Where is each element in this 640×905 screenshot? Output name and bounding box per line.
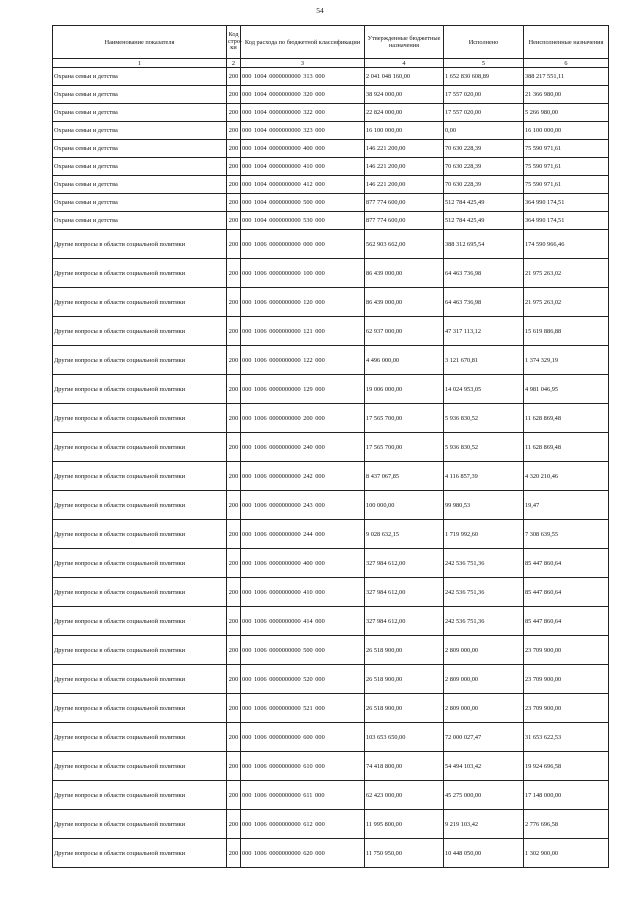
table-row	[53, 636, 609, 665]
row-budget-code: 000 1006 0000000000 240 000	[241, 433, 365, 462]
row-unexecuted-amount: 7 308 639,55	[524, 520, 609, 549]
row-line-code: 200	[227, 839, 241, 868]
row-name: Другие вопросы в области социальной политики	[53, 317, 227, 346]
row-approved-amount: 86 439 000,00	[365, 288, 444, 317]
row-executed-amount: 2 809 000,00	[444, 694, 524, 723]
row-approved-amount: 62 423 000,00	[365, 781, 444, 810]
row-name: Охрана семьи и детства	[53, 140, 227, 158]
row-unexecuted-amount: 21 975 263,02	[524, 288, 609, 317]
row-line-code: 200	[227, 520, 241, 549]
row-approved-amount: 16 100 000,00	[365, 122, 444, 140]
row-budget-code: 000 1006 0000000000 520 000	[241, 665, 365, 694]
page-number: 54	[316, 6, 324, 15]
row-budget-code: 000 1006 0000000000 200 000	[241, 404, 365, 433]
row-name: Охрана семьи и детства	[53, 176, 227, 194]
table-row	[53, 752, 609, 781]
table-row	[53, 375, 609, 404]
row-name: Другие вопросы в области социальной политики	[53, 636, 227, 665]
row-budget-code: 000 1006 0000000000 120 000	[241, 288, 365, 317]
column-header-line-code: Код стро-ки	[227, 26, 241, 59]
column-header-unexecuted: Неисполненные назначения	[524, 26, 609, 59]
row-approved-amount: 4 496 000,00	[365, 346, 444, 375]
row-unexecuted-amount: 75 590 971,61	[524, 158, 609, 176]
row-line-code: 200	[227, 752, 241, 781]
row-executed-amount: 2 809 000,00	[444, 636, 524, 665]
row-unexecuted-amount: 31 653 622,53	[524, 723, 609, 752]
row-name: Другие вопросы в области социальной политики	[53, 781, 227, 810]
row-budget-code: 000 1006 0000000000 600 000	[241, 723, 365, 752]
row-executed-amount: 64 463 736,98	[444, 288, 524, 317]
row-name: Другие вопросы в области социальной политики	[53, 404, 227, 433]
table-row	[53, 462, 609, 491]
row-line-code: 200	[227, 194, 241, 212]
row-approved-amount: 26 518 900,00	[365, 665, 444, 694]
table-row	[53, 665, 609, 694]
table-row	[53, 839, 609, 868]
table-row	[53, 86, 609, 104]
row-executed-amount: 1 719 992,60	[444, 520, 524, 549]
row-executed-amount: 70 630 228,39	[444, 176, 524, 194]
row-executed-amount: 17 557 020,00	[444, 104, 524, 122]
column-number: 3	[241, 59, 365, 68]
table-body	[53, 68, 609, 868]
row-approved-amount: 100 000,00	[365, 491, 444, 520]
row-unexecuted-amount: 11 628 869,48	[524, 404, 609, 433]
row-line-code: 200	[227, 288, 241, 317]
row-budget-code: 000 1004 0000000000 530 000	[241, 212, 365, 230]
row-approved-amount: 2 041 048 160,00	[365, 68, 444, 86]
row-executed-amount: 242 536 751,36	[444, 578, 524, 607]
row-name: Другие вопросы в области социальной политики	[53, 839, 227, 868]
row-name: Другие вопросы в области социальной политики	[53, 259, 227, 288]
row-budget-code: 000 1006 0000000000 620 000	[241, 839, 365, 868]
row-executed-amount: 70 630 228,39	[444, 140, 524, 158]
row-executed-amount: 14 024 953,05	[444, 375, 524, 404]
row-executed-amount: 64 463 736,98	[444, 259, 524, 288]
row-unexecuted-amount: 364 990 174,51	[524, 212, 609, 230]
row-line-code: 200	[227, 259, 241, 288]
row-approved-amount: 17 565 700,00	[365, 433, 444, 462]
row-unexecuted-amount: 23 709 900,00	[524, 636, 609, 665]
row-unexecuted-amount: 16 100 000,00	[524, 122, 609, 140]
row-line-code: 200	[227, 230, 241, 259]
row-unexecuted-amount: 4 981 046,95	[524, 375, 609, 404]
row-budget-code: 000 1006 0000000000 610 000	[241, 752, 365, 781]
row-line-code: 200	[227, 404, 241, 433]
row-unexecuted-amount: 2 776 696,58	[524, 810, 609, 839]
table-row	[53, 810, 609, 839]
row-executed-amount: 10 448 050,00	[444, 839, 524, 868]
row-budget-code: 000 1004 0000000000 412 000	[241, 176, 365, 194]
table-row	[53, 491, 609, 520]
row-approved-amount: 327 984 612,00	[365, 578, 444, 607]
row-budget-code: 000 1006 0000000000 121 000	[241, 317, 365, 346]
row-approved-amount: 877 774 600,00	[365, 194, 444, 212]
row-name: Другие вопросы в области социальной политики	[53, 346, 227, 375]
row-unexecuted-amount: 75 590 971,61	[524, 176, 609, 194]
table-row	[53, 259, 609, 288]
row-budget-code: 000 1004 0000000000 400 000	[241, 140, 365, 158]
row-approved-amount: 26 518 900,00	[365, 694, 444, 723]
table-row	[53, 520, 609, 549]
row-name: Охрана семьи и детства	[53, 158, 227, 176]
column-number: 2	[227, 59, 241, 68]
row-name: Другие вопросы в области социальной политики	[53, 520, 227, 549]
row-budget-code: 000 1006 0000000000 400 000	[241, 549, 365, 578]
row-line-code: 200	[227, 375, 241, 404]
row-executed-amount: 242 536 751,36	[444, 607, 524, 636]
row-line-code: 200	[227, 781, 241, 810]
row-unexecuted-amount: 17 148 000,00	[524, 781, 609, 810]
row-budget-code: 000 1004 0000000000 410 000	[241, 158, 365, 176]
column-header-budget-code: Код расхода по бюджетной классификации	[241, 26, 365, 59]
row-name: Другие вопросы в области социальной политики	[53, 491, 227, 520]
row-name: Другие вопросы в области социальной политики	[53, 462, 227, 491]
row-unexecuted-amount: 19 924 696,58	[524, 752, 609, 781]
table-row	[53, 176, 609, 194]
row-executed-amount: 9 219 103,42	[444, 810, 524, 839]
row-name: Охрана семьи и детства	[53, 212, 227, 230]
row-budget-code: 000 1004 0000000000 322 000	[241, 104, 365, 122]
row-name: Другие вопросы в области социальной политики	[53, 723, 227, 752]
row-budget-code: 000 1006 0000000000 414 000	[241, 607, 365, 636]
row-name: Другие вопросы в области социальной политики	[53, 230, 227, 259]
row-executed-amount: 99 980,53	[444, 491, 524, 520]
row-executed-amount: 1 652 830 608,89	[444, 68, 524, 86]
row-line-code: 200	[227, 86, 241, 104]
row-budget-code: 000 1006 0000000000 410 000	[241, 578, 365, 607]
row-line-code: 200	[227, 723, 241, 752]
row-line-code: 200	[227, 694, 241, 723]
row-line-code: 200	[227, 462, 241, 491]
row-line-code: 200	[227, 176, 241, 194]
column-number: 5	[444, 59, 524, 68]
row-name: Другие вопросы в области социальной политики	[53, 694, 227, 723]
row-unexecuted-amount: 1 374 329,19	[524, 346, 609, 375]
table-row	[53, 194, 609, 212]
row-name: Другие вопросы в области социальной политики	[53, 810, 227, 839]
row-name: Другие вопросы в области социальной политики	[53, 549, 227, 578]
row-line-code: 200	[227, 491, 241, 520]
table-row	[53, 433, 609, 462]
row-unexecuted-amount: 388 217 551,11	[524, 68, 609, 86]
table-row	[53, 607, 609, 636]
header-row	[53, 26, 609, 59]
row-name: Другие вопросы в области социальной политики	[53, 375, 227, 404]
row-budget-code: 000 1006 0000000000 122 000	[241, 346, 365, 375]
column-header-executed: Исполнено	[444, 26, 524, 59]
table-row	[53, 104, 609, 122]
row-unexecuted-amount: 85 447 860,64	[524, 607, 609, 636]
row-budget-code: 000 1006 0000000000 612 000	[241, 810, 365, 839]
row-line-code: 200	[227, 810, 241, 839]
row-budget-code: 000 1006 0000000000 611 000	[241, 781, 365, 810]
row-name: Охрана семьи и детства	[53, 122, 227, 140]
table-row	[53, 68, 609, 86]
row-line-code: 200	[227, 212, 241, 230]
row-executed-amount: 242 536 751,36	[444, 549, 524, 578]
row-unexecuted-amount: 23 709 900,00	[524, 694, 609, 723]
table-row	[53, 288, 609, 317]
row-line-code: 200	[227, 636, 241, 665]
row-approved-amount: 8 437 067,85	[365, 462, 444, 491]
row-approved-amount: 327 984 612,00	[365, 549, 444, 578]
row-executed-amount: 70 630 228,39	[444, 158, 524, 176]
row-line-code: 200	[227, 346, 241, 375]
row-unexecuted-amount: 85 447 860,64	[524, 578, 609, 607]
row-approved-amount: 146 221 200,00	[365, 158, 444, 176]
row-approved-amount: 11 995 800,00	[365, 810, 444, 839]
row-budget-code: 000 1004 0000000000 323 000	[241, 122, 365, 140]
table-row	[53, 404, 609, 433]
row-executed-amount: 17 557 020,00	[444, 86, 524, 104]
row-budget-code: 000 1006 0000000000 521 000	[241, 694, 365, 723]
row-approved-amount: 74 418 800,00	[365, 752, 444, 781]
row-executed-amount: 512 784 425,49	[444, 194, 524, 212]
row-unexecuted-amount: 11 628 869,48	[524, 433, 609, 462]
row-budget-code: 000 1004 0000000000 313 000	[241, 68, 365, 86]
row-name: Охрана семьи и детства	[53, 194, 227, 212]
row-unexecuted-amount: 19,47	[524, 491, 609, 520]
table-row	[53, 230, 609, 259]
row-approved-amount: 9 028 632,15	[365, 520, 444, 549]
column-number: 1	[53, 59, 227, 68]
row-budget-code: 000 1006 0000000000 500 000	[241, 636, 365, 665]
row-executed-amount: 72 000 027,47	[444, 723, 524, 752]
row-approved-amount: 17 565 700,00	[365, 404, 444, 433]
row-budget-code: 000 1006 0000000000 244 000	[241, 520, 365, 549]
row-budget-code: 000 1006 0000000000 000 000	[241, 230, 365, 259]
row-unexecuted-amount: 1 302 900,00	[524, 839, 609, 868]
row-budget-code: 000 1004 0000000000 320 000	[241, 86, 365, 104]
table-row	[53, 346, 609, 375]
row-line-code: 200	[227, 158, 241, 176]
row-budget-code: 000 1004 0000000000 500 000	[241, 194, 365, 212]
row-executed-amount: 0,00	[444, 122, 524, 140]
row-unexecuted-amount: 5 266 980,00	[524, 104, 609, 122]
column-number: 4	[365, 59, 444, 68]
row-approved-amount: 19 006 000,00	[365, 375, 444, 404]
column-number-row	[53, 59, 609, 68]
table-row	[53, 578, 609, 607]
row-unexecuted-amount: 21 366 980,00	[524, 86, 609, 104]
row-approved-amount: 11 750 950,00	[365, 839, 444, 868]
row-executed-amount: 54 494 103,42	[444, 752, 524, 781]
table-row	[53, 549, 609, 578]
row-line-code: 200	[227, 68, 241, 86]
row-approved-amount: 562 903 662,00	[365, 230, 444, 259]
row-unexecuted-amount: 21 975 263,02	[524, 259, 609, 288]
row-executed-amount: 47 317 113,12	[444, 317, 524, 346]
row-executed-amount: 2 809 000,00	[444, 665, 524, 694]
row-name: Другие вопросы в области социальной политики	[53, 288, 227, 317]
row-approved-amount: 22 824 000,00	[365, 104, 444, 122]
row-unexecuted-amount: 174 590 966,46	[524, 230, 609, 259]
table-row	[53, 140, 609, 158]
column-header-name: Наименование показателя	[53, 26, 227, 59]
table-row	[53, 723, 609, 752]
budget-execution-table	[52, 25, 609, 868]
row-unexecuted-amount: 75 590 971,61	[524, 140, 609, 158]
row-line-code: 200	[227, 665, 241, 694]
row-name: Охрана семьи и детства	[53, 86, 227, 104]
row-line-code: 200	[227, 607, 241, 636]
table-row	[53, 317, 609, 346]
row-unexecuted-amount: 364 990 174,51	[524, 194, 609, 212]
table-row	[53, 158, 609, 176]
row-approved-amount: 38 924 000,00	[365, 86, 444, 104]
column-number: 6	[524, 59, 609, 68]
row-executed-amount: 5 936 830,52	[444, 433, 524, 462]
row-line-code: 200	[227, 549, 241, 578]
row-unexecuted-amount: 15 619 886,88	[524, 317, 609, 346]
row-line-code: 200	[227, 433, 241, 462]
row-line-code: 200	[227, 140, 241, 158]
row-approved-amount: 877 774 600,00	[365, 212, 444, 230]
row-line-code: 200	[227, 122, 241, 140]
row-approved-amount: 86 439 000,00	[365, 259, 444, 288]
row-approved-amount: 327 984 612,00	[365, 607, 444, 636]
row-approved-amount: 26 518 900,00	[365, 636, 444, 665]
row-executed-amount: 45 275 000,00	[444, 781, 524, 810]
row-budget-code: 000 1006 0000000000 243 000	[241, 491, 365, 520]
table-row	[53, 781, 609, 810]
row-unexecuted-amount: 85 447 860,64	[524, 549, 609, 578]
row-name: Другие вопросы в области социальной политики	[53, 752, 227, 781]
row-executed-amount: 388 312 695,54	[444, 230, 524, 259]
row-line-code: 200	[227, 104, 241, 122]
row-executed-amount: 4 116 857,39	[444, 462, 524, 491]
column-header-approved: Утвержденные бюджетные назначения	[365, 26, 444, 59]
table-row	[53, 694, 609, 723]
row-approved-amount: 103 653 650,00	[365, 723, 444, 752]
row-executed-amount: 512 784 425,49	[444, 212, 524, 230]
row-name: Другие вопросы в области социальной политики	[53, 607, 227, 636]
row-approved-amount: 146 221 200,00	[365, 176, 444, 194]
row-name: Охрана семьи и детства	[53, 68, 227, 86]
row-executed-amount: 3 121 670,81	[444, 346, 524, 375]
row-executed-amount: 5 936 830,52	[444, 404, 524, 433]
row-name: Другие вопросы в области социальной политики	[53, 578, 227, 607]
row-name: Другие вопросы в области социальной политики	[53, 665, 227, 694]
row-approved-amount: 62 937 000,00	[365, 317, 444, 346]
row-unexecuted-amount: 4 320 210,46	[524, 462, 609, 491]
row-name: Другие вопросы в области социальной политики	[53, 433, 227, 462]
row-budget-code: 000 1006 0000000000 242 000	[241, 462, 365, 491]
row-name: Охрана семьи и детства	[53, 104, 227, 122]
row-budget-code: 000 1006 0000000000 100 000	[241, 259, 365, 288]
table-row	[53, 212, 609, 230]
row-unexecuted-amount: 23 709 900,00	[524, 665, 609, 694]
row-budget-code: 000 1006 0000000000 129 000	[241, 375, 365, 404]
table-row	[53, 122, 609, 140]
row-approved-amount: 146 221 200,00	[365, 140, 444, 158]
row-line-code: 200	[227, 578, 241, 607]
row-line-code: 200	[227, 317, 241, 346]
